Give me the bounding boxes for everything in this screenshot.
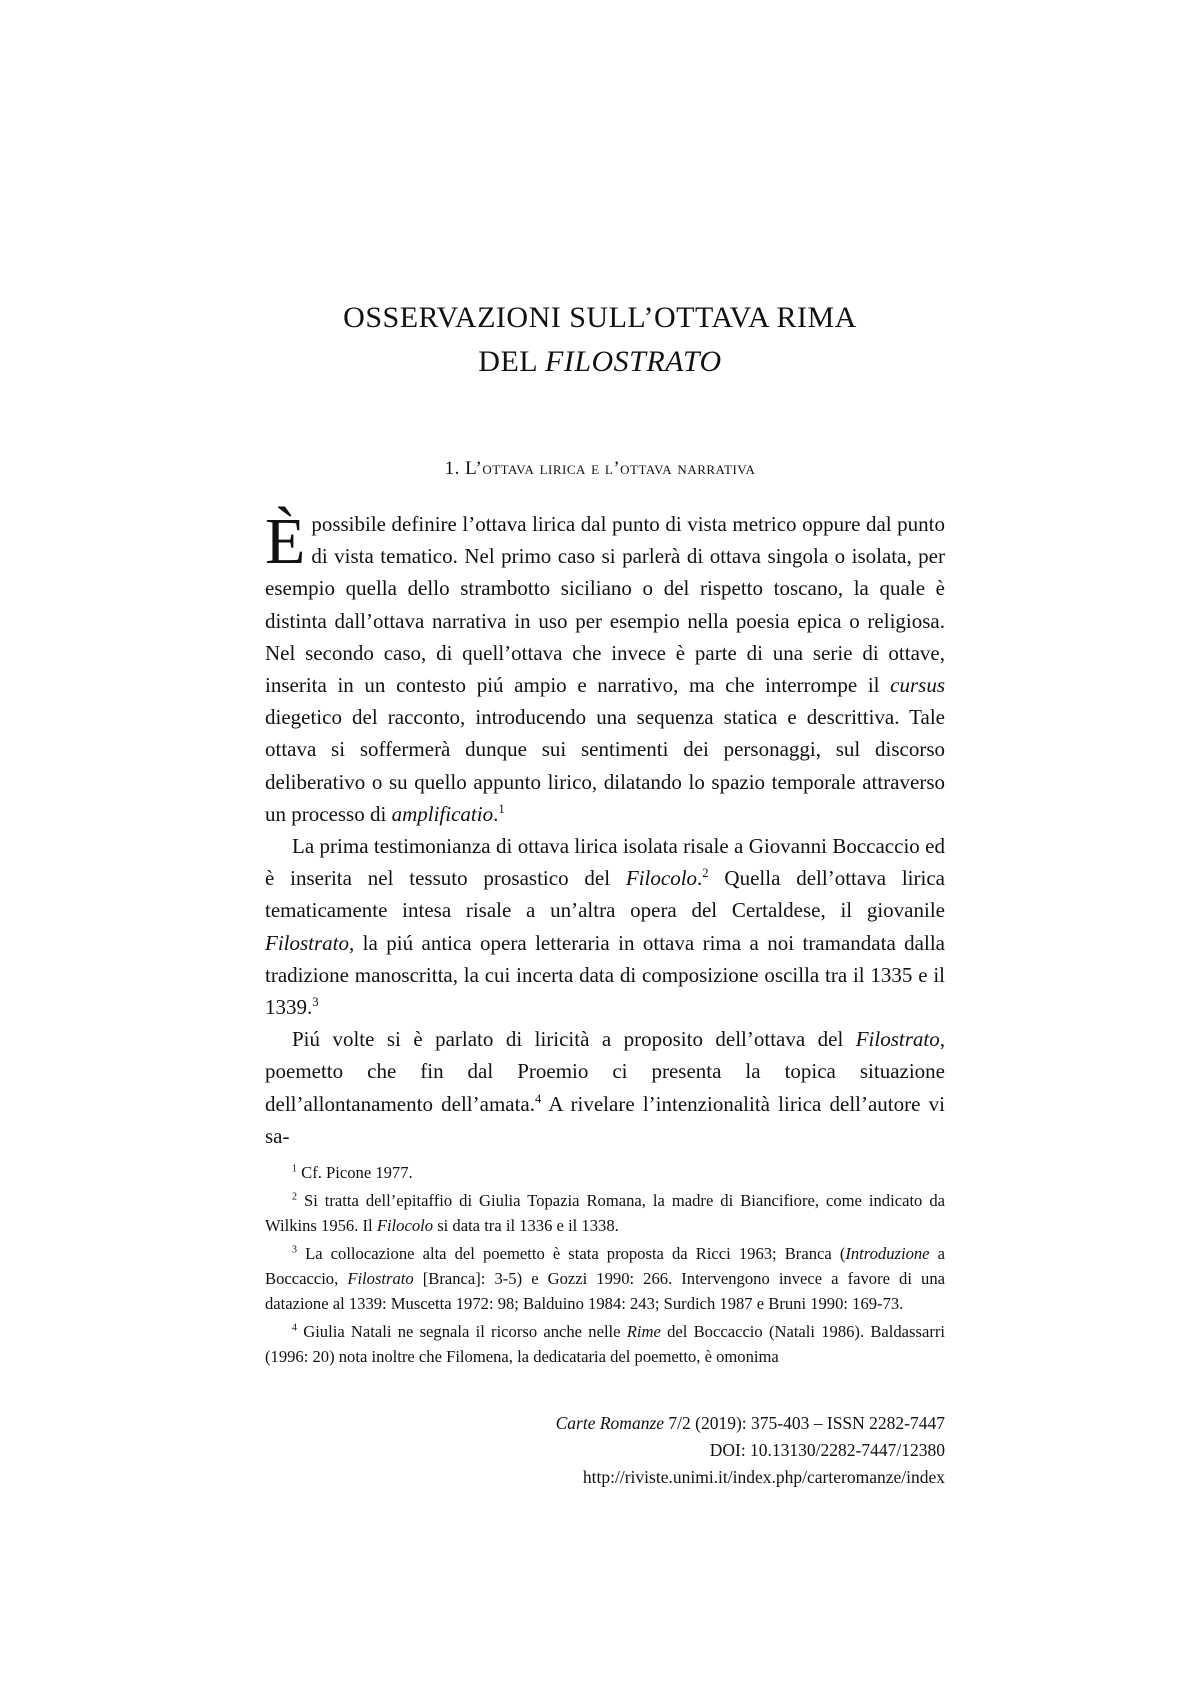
footnote-text: Si tratta dell’epitaffio di Giulia Topazia Romana, la madre di Biancifiore, come indicato da Wilkins 1956. Il [265,1191,945,1235]
text-run: , la piú antica opera letteraria in ottava rima a noi tramandata dalla tradizione manoscritta, la cui incerta data di composizione oscilla tra il 1335 e il 1339. [265,930,945,1020]
citation-url-link[interactable]: http://riviste.unimi.it/index.php/carteromanze/index [582,1467,945,1487]
citation-volume-issn: 7/2 (2019): 375-403 – ISSN 2282-7447 [664,1413,945,1433]
text-run: Quella dell’ottava lirica tematicamente intesa risale a un’altra opera del Certaldese, il giovanile [265,866,945,923]
text-run: La prima testimonianza di ottava lirica isolata risale a Giovanni Boccaccio ed è inserita nel tessuto prosastico del [265,834,945,891]
section-heading [0,458,1200,480]
italic-term: amplificatio [391,801,494,826]
footnote-1 [265,1160,945,1185]
title-prefix: DEL [478,345,545,378]
italic-term: Filocolo [625,866,698,891]
footnote-number: 2 [292,1191,297,1203]
footnote-ref[interactable]: 3 [312,995,319,1010]
footnote-ref[interactable]: 4 [535,1091,542,1106]
italic-term: Filocolo [376,1216,434,1235]
footnote-text: a Boccaccio, [265,1244,945,1288]
text-run: , poemetto che fin dal Proemio ci presenta la topica situazione dell’allontanamento dell’amata. [265,1027,945,1116]
body-text [265,505,945,1152]
footnote-text: La collocazione alta del poemetto è stata proposta da Ricci 1963; Branca ( [296,1244,846,1263]
text-run: . [493,801,499,826]
citation-doi[interactable]: DOI: 10.13130/2282-7447/12380 [709,1440,945,1460]
paragraph-2 [265,830,945,1023]
italic-term: Filostrato [347,1269,414,1288]
italic-term: cursus [890,673,945,698]
drop-cap: È [265,505,306,578]
citation-journal-line [556,1410,945,1437]
section-title: L’ottava lirica e l’ottava narrativa [465,458,756,479]
footnote-number: 4 [292,1322,297,1334]
footnote-text: Giulia Natali ne segnala il ricorso anche nelle [296,1322,627,1341]
italic-term: Filostrato [265,930,350,955]
journal-name: Carte Romanze [555,1413,665,1433]
italic-term: Filostrato [855,1027,940,1052]
footnote-ref[interactable]: 1 [498,801,505,816]
section-number: 1. [444,458,466,479]
text-run: Piú volte si è parlato di liricità a proposito dell’ottava del [292,1027,856,1052]
footnote-2 [265,1188,945,1238]
text-run: possibile definire l’ottava lirica dal punto di vista metrico oppure dal punto di vista tematico. Nel primo caso si parlerà di ottava singola o isolata, per esempio quella dello strambotto siciliano o del rispetto toscano, la quale è distinta dall’ottava narrativa in uso per esempio nella poesia epica o religiosa. Nel secondo caso, di quell’ottava che invece è parte di una serie di ottave, inserita in un contesto piú ampio e narrativo, ma che interrompe il [265,512,945,698]
title-italic-work: FILOSTRATO [545,345,722,378]
paragraph-3 [265,1023,945,1152]
footnote-number: 3 [292,1244,297,1256]
footnote-text: [Branca]: 3-5) e Gozzi 1990: 266. Intervengono invece a favore di una datazione al 1339: Muscetta 1972: 98; Balduino 1984: 243; Surdich 1987 e Bruni 1990: 169-73. [265,1269,945,1313]
text-run: A rivelare l’intenzionalità lirica dell’autore vi sa- [265,1091,945,1148]
text-run: diegetico del racconto, introducendo una sequenza statica e descrittiva. Tale ottava si soffermerà dunque sui sentimenti dei personaggi, sul discorso deliberativo o su quello appunto lirico, dilatando lo spazio temporale attraverso un processo di [265,705,945,826]
article-title-line-1: OSSERVAZIONI SULL’OTTAVA RIMA [343,301,857,334]
citation-block [556,1410,945,1491]
italic-term: Introduzione [845,1244,930,1263]
footnote-3 [265,1241,945,1316]
footnote-ref[interactable]: 2 [702,866,709,881]
footnote-text: del Boccaccio (Natali 1986). Baldassarri (1996: 20) nota inoltre che Filomena, la dedicataria del poemetto, è omonima [265,1322,945,1366]
footnotes [265,1160,945,1372]
article-title-line-2 [0,340,1200,384]
italic-term: Rime [626,1322,661,1341]
footnote-text: Cf. Picone 1977. [296,1163,413,1182]
text-run: . [697,866,703,891]
footnote-4 [265,1319,945,1369]
footnote-text: si data tra il 1336 e il 1338. [433,1216,619,1235]
footnote-number: 1 [292,1163,297,1175]
paragraph-1 [265,505,945,830]
